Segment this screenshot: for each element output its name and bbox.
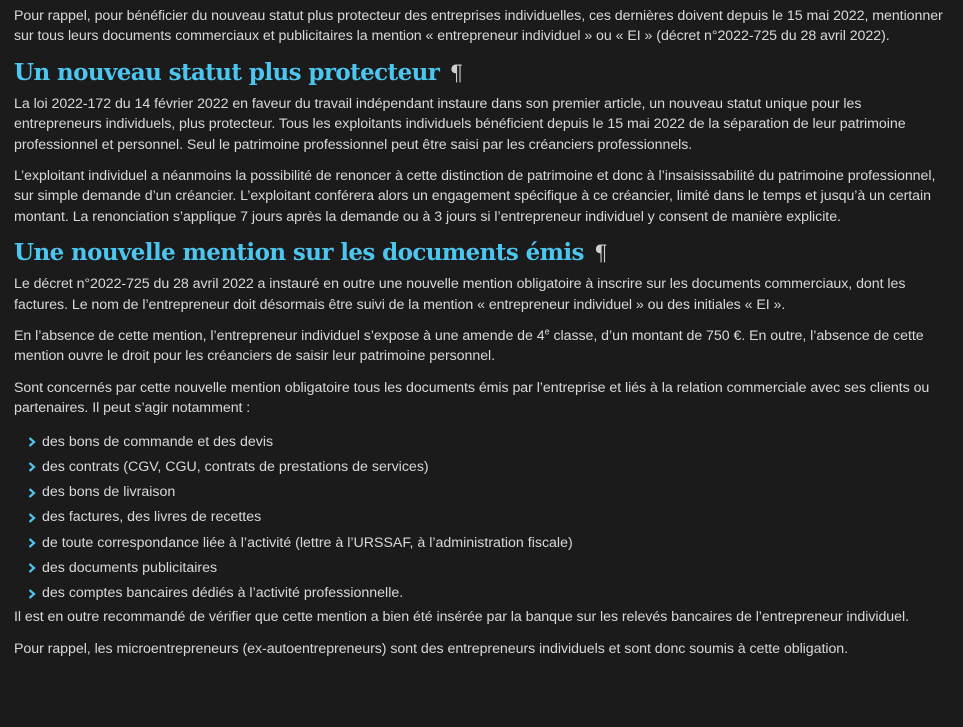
list-item-text: des comptes bancaires dédiés à l’activité professionnelle.: [42, 584, 404, 601]
mention-paragraph-2-end: classe, d’un montant de 750 €. En outre, l’absence de cette mention ouvre le droit pour les créanciers de saisir leur patrimoine personnel.: [14, 328, 924, 365]
chevron-right-icon: [28, 538, 42, 548]
list-item: [28, 505, 949, 530]
mention-paragraph-5: Pour rappel, les microentrepreneurs (ex-autoentrepreneurs) sont des entrepreneurs individuels et sont donc soumis à cette obligation.: [14, 640, 849, 657]
chevron-right-icon: [28, 462, 42, 472]
chevron-right-icon: [28, 513, 42, 523]
list-item: [28, 581, 949, 606]
list-item: [28, 531, 949, 556]
statut-paragraph-2: L’exploitant individuel a néanmoins la possibilité de renoncer à cette distinction de patrimoine et donc à l’insaisissabilité du patrimoine professionnel, sur simple demande d’un créancier. L’exploitant conférera alors un engagement spécifique à ce créancier, limité dans le temps et jusqu’à un certain montant. La renonciation s’applique 7 jours après la demande ou à 3 jours si l’entrepreneur individuel y consent de manière explicite.: [14, 168, 936, 225]
list-item-text: des contrats (CGV, CGU, contrats de prestations de services): [42, 458, 429, 475]
section-heading-mention: [14, 238, 949, 268]
section-anchor-mention[interactable]: ¶: [594, 241, 608, 266]
list-item-text: des factures, des livres de recettes: [42, 509, 262, 526]
statut-paragraph-1: La loi 2022-172 du 14 février 2022 en faveur du travail indépendant instaure dans son premier article, un nouveau statut unique pour les entrepreneurs individuels, plus protecteur. Tous les exploitants individuels bénéficient depuis le 15 mai 2022 de la séparation de leur patrimoine professionnel et personnel. Seul le patrimoine professionnel peut être saisi par les créanciers professionnels.: [14, 95, 906, 153]
article-content: [14, 6, 949, 670]
chevron-right-icon: [28, 488, 42, 498]
mention-paragraph-2: [14, 326, 949, 367]
section-anchor-statut[interactable]: ¶: [449, 60, 463, 85]
list-item-text: des documents publicitaires: [42, 559, 218, 576]
list-item: [28, 480, 949, 505]
chevron-right-icon: [28, 589, 42, 599]
section-heading-statut-text: Un nouveau statut plus protecteur: [14, 58, 440, 86]
section-heading-mention-text: Une nouvelle mention sur les documents émis: [14, 239, 584, 267]
intro-paragraph: Pour rappel, pour bénéficier du nouveau statut plus protecteur des entreprises individuelles, ces dernières doivent depuis le 15 mai 2022, mentionner sur tous leurs documents commerciaux et publicitaires la mention « entrepreneur individuel » ou « EI » (décret n°2022-725 du 28 avril 2022).: [14, 8, 943, 45]
mention-paragraph-4: Il est en outre recommandé de vérifier que cette mention a bien été insérée par la banque sur les relevés bancaires de l’entrepreneur individuel.: [14, 609, 909, 626]
list-item: [28, 430, 949, 455]
mention-paragraph-2-start: En l’absence de cette mention, l’entrepreneur individuel s’expose à une amende de 4: [14, 328, 545, 345]
list-item-text: des bons de commande et des devis: [42, 433, 274, 450]
list-item-text: de toute correspondance liée à l’activité (lettre à l’URSSAF, à l’administration fiscale): [42, 534, 573, 551]
list-item: [28, 455, 949, 480]
mention-paragraph-3: Sont concernés par cette nouvelle mention obligatoire tous les documents émis par l’entreprise et liés à la relation commerciale avec ses clients ou partenaires. Il peut s’agir notamment :: [14, 379, 930, 417]
documents-list: [14, 430, 949, 606]
chevron-right-icon: [28, 563, 42, 573]
list-item: [28, 556, 949, 581]
section-heading-statut: [14, 58, 949, 88]
mention-paragraph-1: Le décret n°2022-725 du 28 avril 2022 a instauré en outre une nouvelle mention obligatoire à inscrire sur les documents commerciaux, dont les factures. Le nom de l’entrepreneur doit désormais être suivi de la mention « entrepreneur individuel » ou des initiales « EI ».: [14, 276, 906, 313]
chevron-right-icon: [28, 437, 42, 447]
mention-paragraph-2-sup: e: [544, 326, 550, 337]
list-item-text: des bons de livraison: [42, 484, 176, 501]
